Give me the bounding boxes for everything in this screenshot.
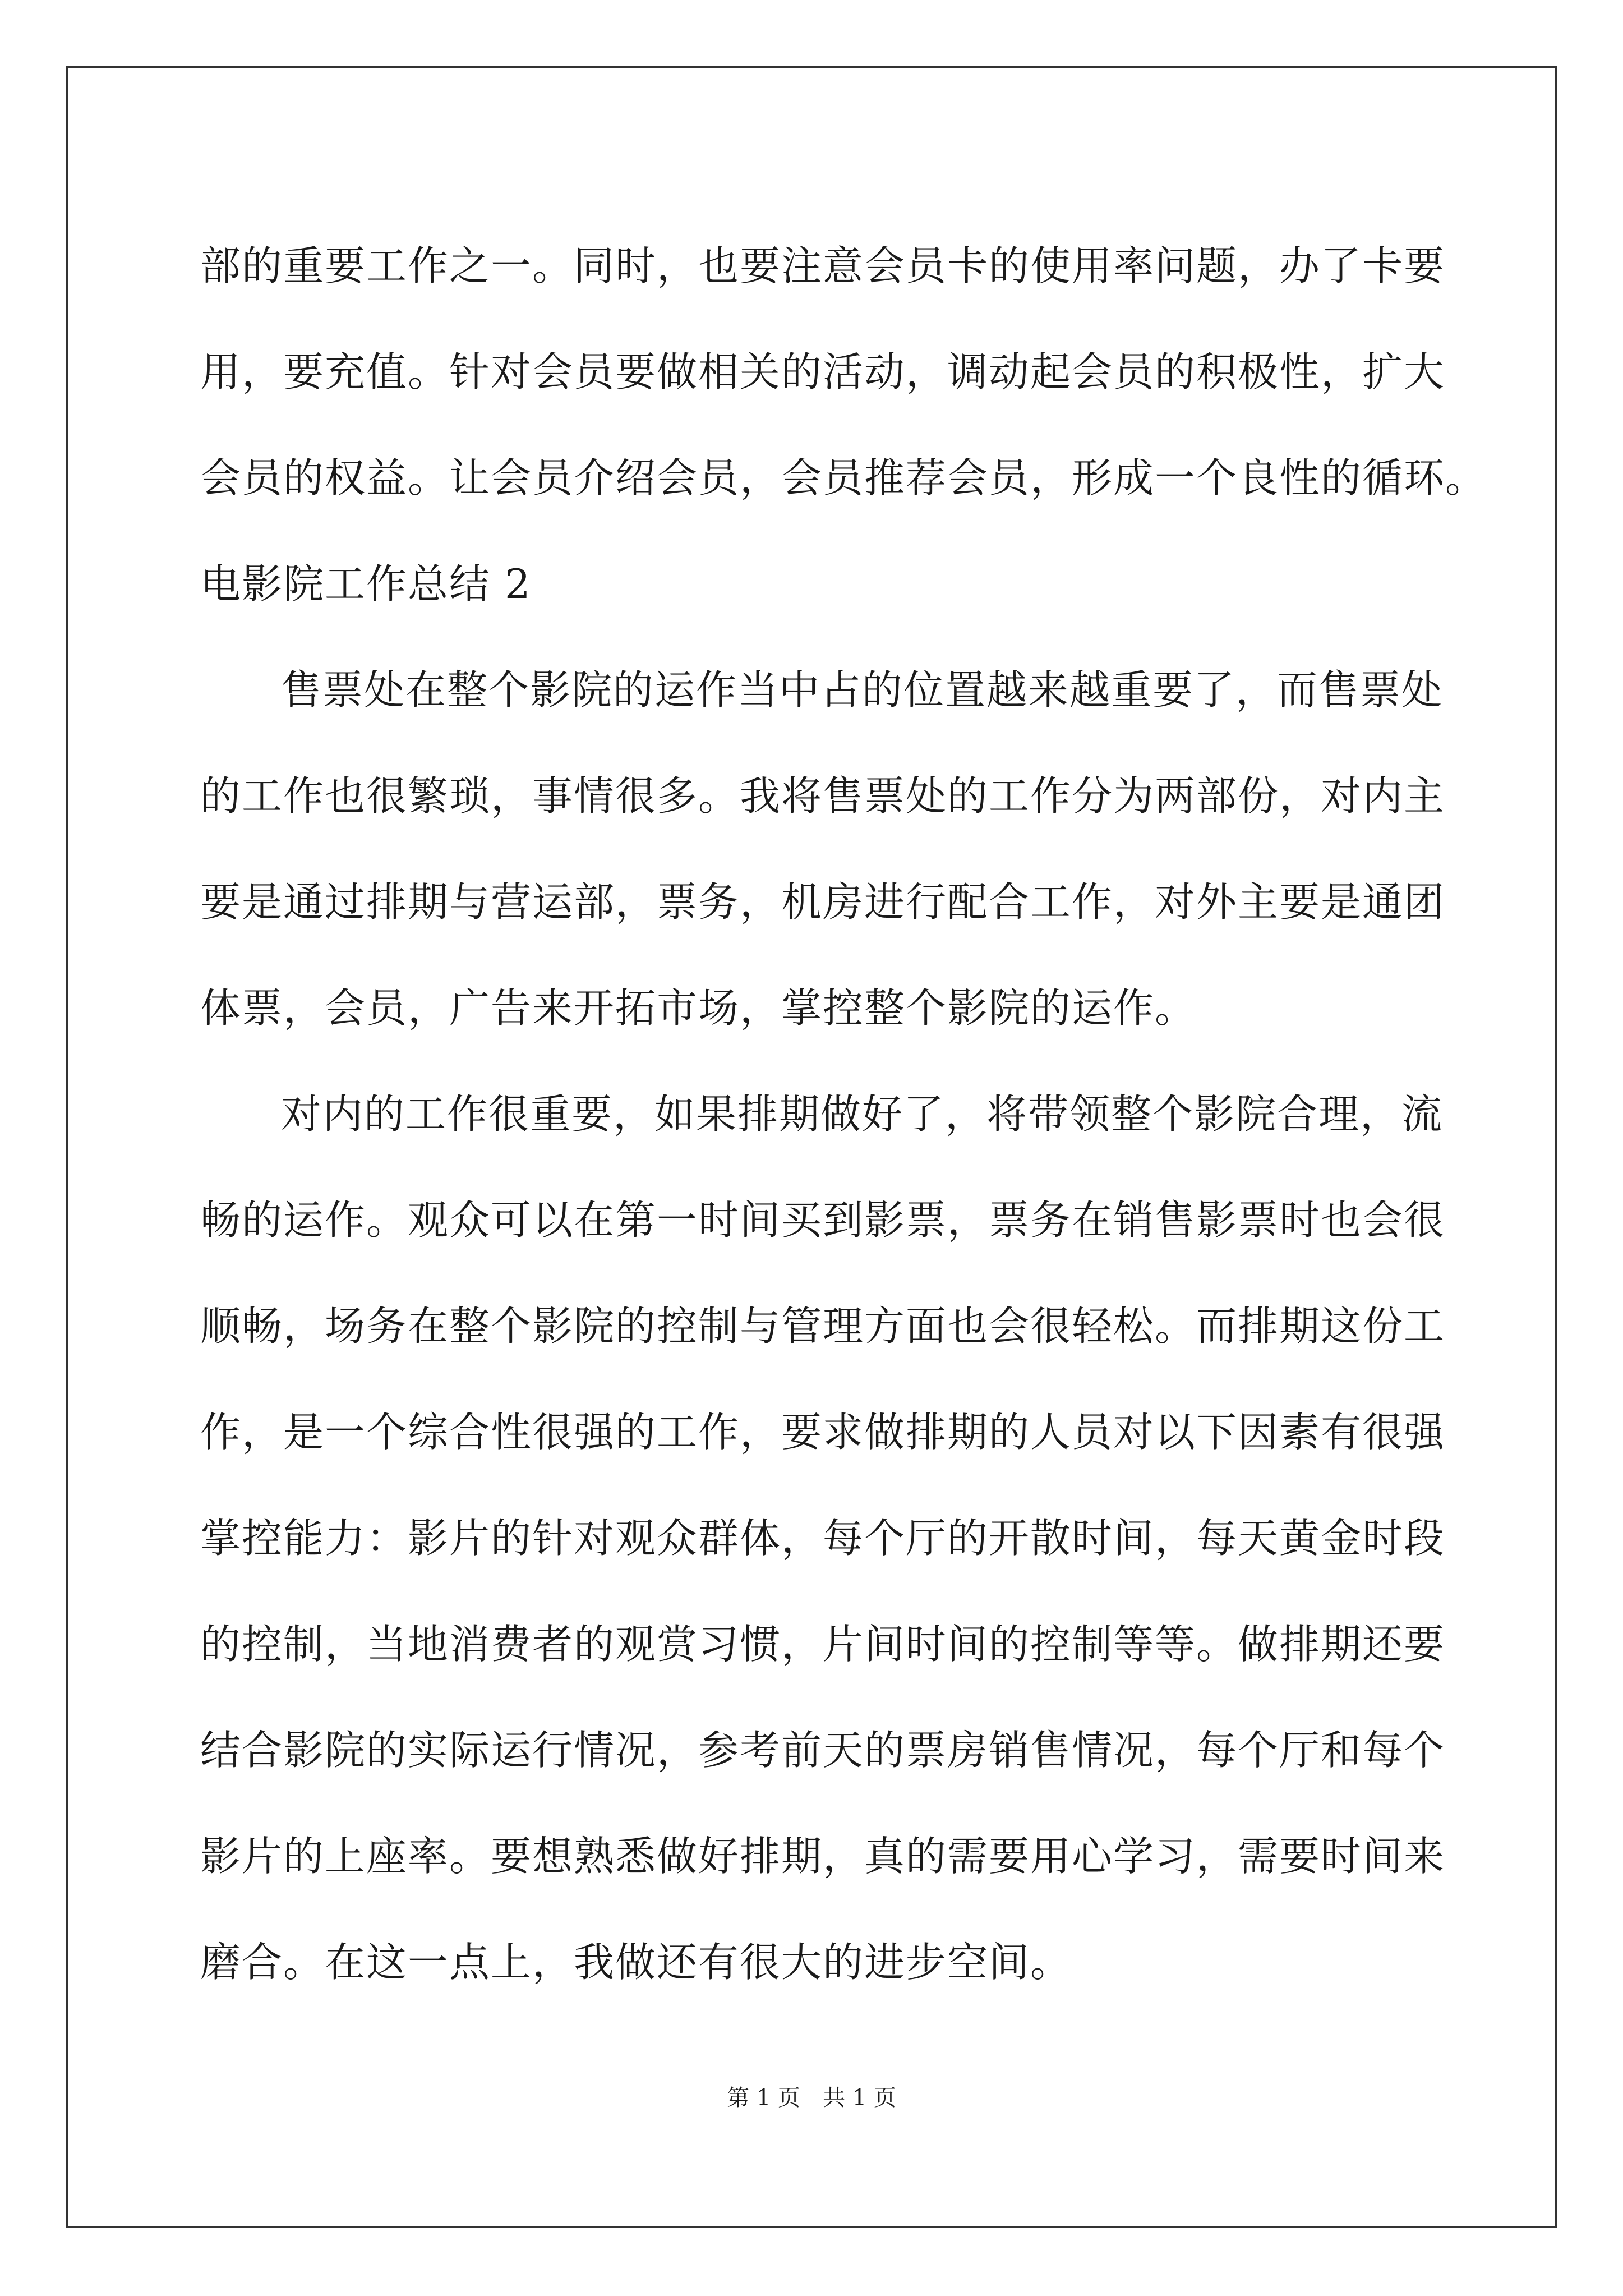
paragraph-line: 的控制，当地消费者的观赏习惯，片间时间的控制等等。做排期还要 [200, 1621, 1446, 1668]
paragraph-line: 顺畅，场务在整个影院的控制与管理方面也会很轻松。而排期这份工 [200, 1303, 1446, 1350]
paragraph-line: 作，是一个综合性很强的工作，要求做排期的人员对以下因素有很强 [200, 1409, 1446, 1456]
paragraph-line: 部的重要工作之一。同时，也要注意会员卡的使用率问题，办了卡要 [200, 242, 1446, 289]
paragraph-line: 用，要充值。针对会员要做相关的活动，调动起会员的积极性，扩大 [200, 348, 1446, 395]
document-body [200, 213, 1487, 2016]
page-number-footer: 第 1 页 共 1 页 [727, 2085, 896, 2111]
paragraph-line: 对内的工作很重要，如果排期做好了，将带领整个影院合理，流 [281, 1091, 1444, 1138]
paragraph-line: 体票，会员，广告来开拓市场，掌控整个影院的运作。 [200, 984, 1197, 1032]
paragraph-line: 会员的权益。让会员介绍会员，会员推荐会员，形成一个良性的循环。 [200, 454, 1487, 501]
paragraph-line: 的工作也很繁琐，事情很多。我将售票处的工作分为两部份，对内主 [200, 772, 1446, 820]
paragraph-line: 磨合。在这一点上，我做还有很大的进步空间。 [200, 1939, 1072, 1986]
paragraph-line: 掌控能力：影片的针对观众群体，每个厅的开散时间，每天黄金时段 [200, 1515, 1446, 1562]
paragraph-line: 畅的运作。观众可以在第一时间买到影票，票务在销售影票时也会很 [200, 1197, 1446, 1244]
section-heading: 电影院工作总结 2 [200, 560, 532, 608]
paragraph-line: 结合影院的实际运行情况，参考前天的票房销售情况，每个厅和每个 [200, 1727, 1446, 1774]
paragraph-line: 售票处在整个影院的运作当中占的位置越来越重要了，而售票处 [281, 666, 1444, 714]
paragraph-line: 要是通过排期与营运部，票务，机房进行配合工作，对外主要是通团 [200, 878, 1446, 926]
paragraph-line: 影片的上座率。要想熟悉做好排期，真的需要用心学习，需要时间来 [200, 1833, 1446, 1880]
